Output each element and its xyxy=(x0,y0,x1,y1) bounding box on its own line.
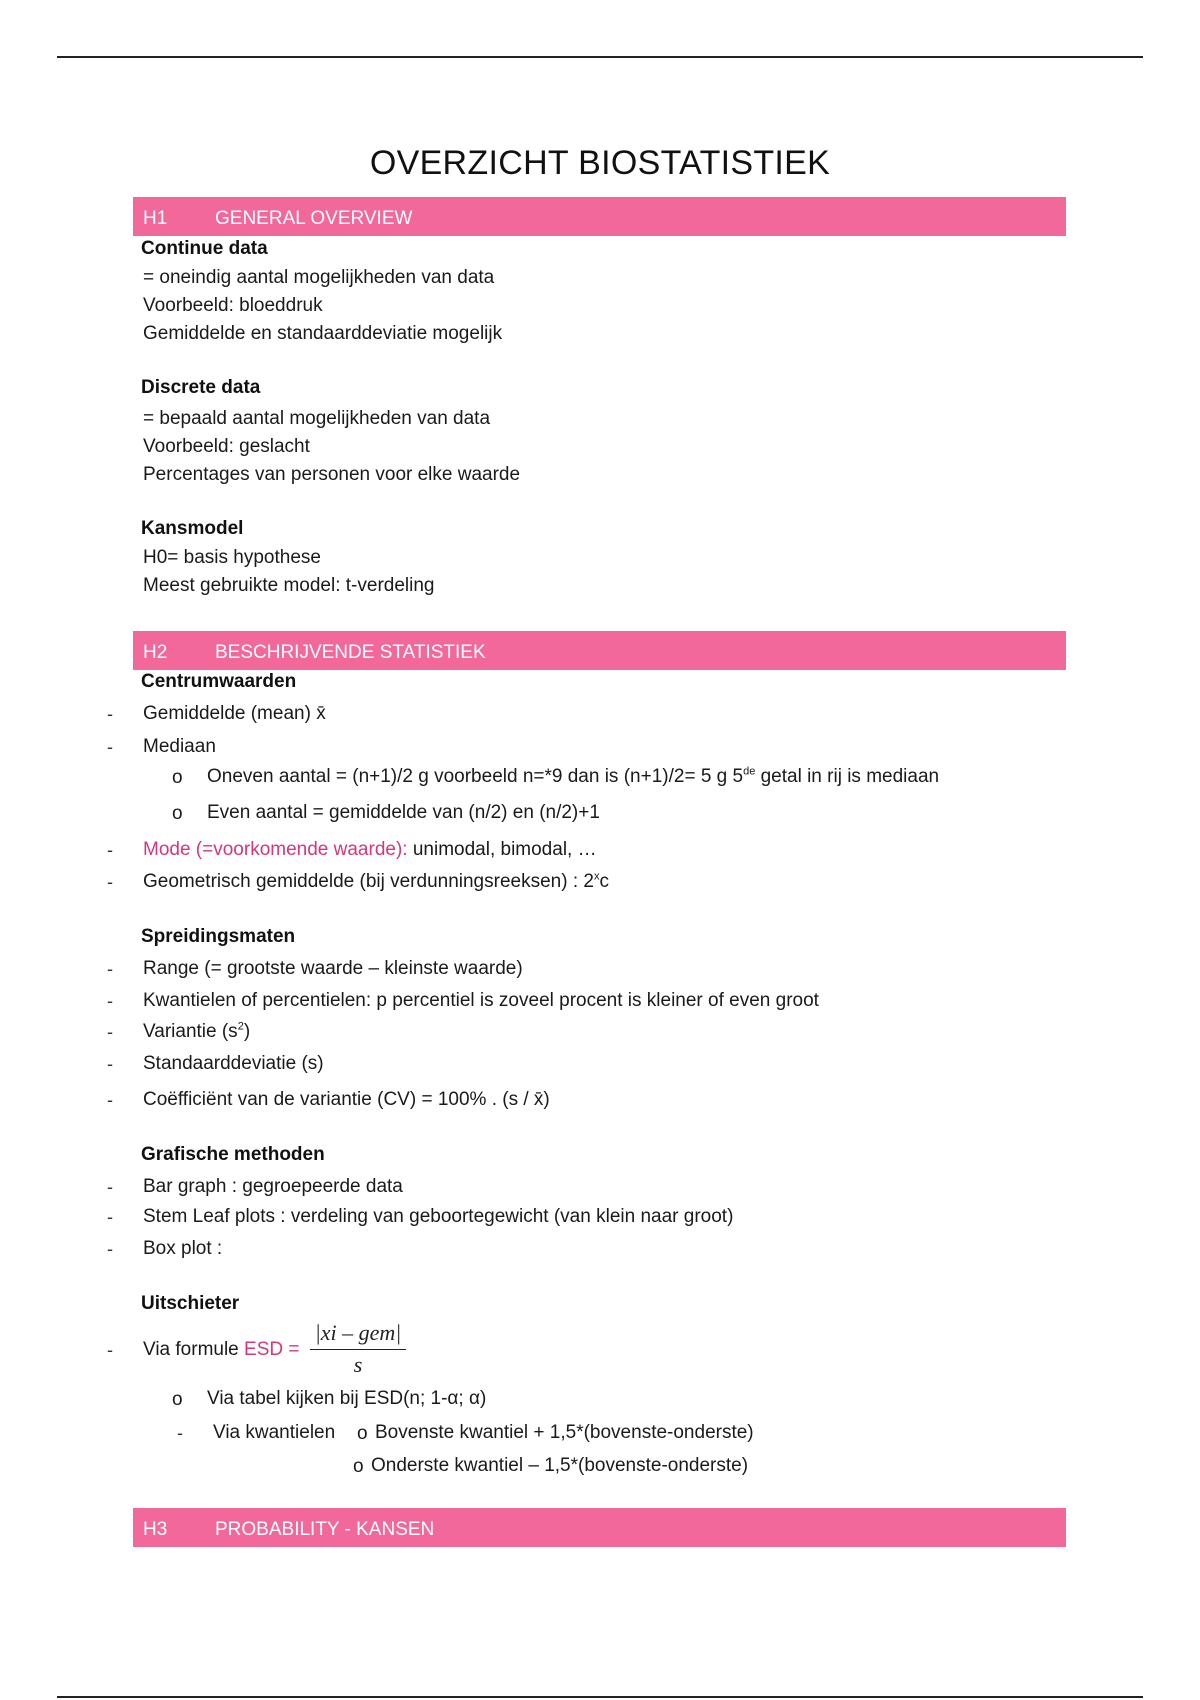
text-line: Meest gebruikte model: t-verdeling xyxy=(143,575,435,596)
fraction-numerator: |xi – gem| xyxy=(310,1320,406,1350)
section-number: H2 xyxy=(143,642,168,663)
list-item-kwantielen-label: Via kwantielen xyxy=(213,1422,336,1443)
bullet-dash: - xyxy=(107,840,113,860)
section-label: BESCHRIJVENDE STATISTIEK xyxy=(215,642,486,663)
bullet-dash: - xyxy=(107,737,113,757)
section-label: GENERAL OVERVIEW xyxy=(215,208,413,229)
text-line: H0= basis hypothese xyxy=(143,547,321,568)
list-item-stem-leaf: Stem Leaf plots : verdeling van geboortegewicht (van klein naar groot) xyxy=(143,1206,734,1227)
bullet-circle: o xyxy=(172,1389,183,1410)
list-item-geometric: Geometrisch gemiddelde (bij verdunningsreeksen) : 2$^x$c xyxy=(143,870,609,892)
text-line: Voorbeeld: bloeddruk xyxy=(143,295,323,316)
list-item-median: Mediaan xyxy=(143,736,216,757)
list-item-bovenste: Bovenste kwantiel + 1,5*(bovenste-onderste) xyxy=(375,1422,754,1443)
bullet-dash: - xyxy=(107,1054,113,1074)
section-number: H3 xyxy=(143,1519,168,1540)
bullet-circle: o xyxy=(172,803,183,824)
list-item-cv: Coëfficiënt van de variantie (CV) = 100% . (s / x̄) xyxy=(143,1089,550,1110)
bullet-dash: - xyxy=(107,1090,113,1110)
bullet-dash: - xyxy=(107,991,113,1011)
list-item-onderste: Onderste kwantiel – 1,5*(bovenste-onderste) xyxy=(371,1455,749,1476)
bullet-dash: - xyxy=(107,1207,113,1227)
text-line: Voorbeeld: geslacht xyxy=(143,436,310,457)
section-band-h2 xyxy=(133,631,1066,670)
list-item-even: Even aantal = gemiddelde van (n/2) en (n/2)+1 xyxy=(207,802,600,823)
fraction-denominator: s xyxy=(353,1352,363,1377)
heading-discrete-data: Discrete data xyxy=(141,377,261,398)
bullet-dash: - xyxy=(177,1423,183,1443)
text-line: Gemiddelde en standaarddeviatie mogelijk xyxy=(143,323,503,344)
list-item-mode: Mode (=voorkomende waarde): unimodal, bimodal, … xyxy=(143,839,597,860)
text-line: = bepaald aantal mogelijkheden van data xyxy=(143,408,491,429)
bullet-dash: - xyxy=(107,872,113,892)
list-item-variantie: Variantie $(s^2)$ xyxy=(143,1020,251,1042)
section-band-h1 xyxy=(133,197,1066,236)
bullet-circle: o xyxy=(353,1456,364,1477)
list-item-bar-graph: Bar graph : gegroepeerde data xyxy=(143,1176,403,1197)
heading-grafische-methoden: Grafische methoden xyxy=(141,1144,325,1165)
list-item-range: Range (= grootste waarde – kleinste waarde) xyxy=(143,958,523,979)
page-title: OVERZICHT BIOSTATISTIEK xyxy=(369,144,831,182)
bullet-dash: - xyxy=(107,1239,113,1259)
footer-rule xyxy=(57,1696,1143,1698)
bullet-dash: - xyxy=(107,704,113,724)
heading-continue-data: Continue data xyxy=(141,238,268,259)
heading-uitschieter: Uitschieter xyxy=(141,1293,240,1314)
header-rule xyxy=(57,56,1143,58)
esd-fraction xyxy=(310,1320,406,1378)
list-item-standaarddeviatie: Standaarddeviatie (s) xyxy=(143,1053,324,1074)
list-item-mean: Gemiddelde (mean) x̄ xyxy=(143,703,326,724)
section-number: H1 xyxy=(143,208,168,229)
list-item-odd: Oneven aantal = (n+1)/2 g voorbeeld n=*9 dan is (n+1)/2= 5 g 5de getal in rij is mediaan xyxy=(207,765,940,787)
section-label: PROBABILITY - KANSEN xyxy=(215,1519,435,1540)
bullet-circle: o xyxy=(172,767,183,788)
esd-label: ESD = xyxy=(244,1339,300,1360)
section-band-h3 xyxy=(133,1508,1066,1547)
list-item-kwantielen: Kwantielen of percentielen: p percentiel is zoveel procent is kleiner of even groot xyxy=(143,990,819,1011)
list-item-tabel: Via tabel kijken bij ESD(n; 1-α; α) xyxy=(207,1388,487,1409)
text-line: Percentages van personen voor elke waarde xyxy=(143,464,521,485)
bullet-dash: - xyxy=(107,1177,113,1197)
bullet-dash: - xyxy=(107,959,113,979)
heading-centrumwaarden: Centrumwaarden xyxy=(141,671,297,692)
mode-label: Mode (=voorkomende waarde): xyxy=(143,839,408,860)
bullet-dash: - xyxy=(107,1022,113,1042)
list-item-box-plot: Box plot : xyxy=(143,1238,223,1259)
heading-spreidingsmaten: Spreidingsmaten xyxy=(141,926,296,947)
bullet-dash: - xyxy=(107,1340,113,1360)
heading-kansmodel: Kansmodel xyxy=(141,518,244,539)
list-item-esd-formula: Via formule ESD = xyxy=(143,1339,300,1360)
bullet-circle: o xyxy=(357,1423,368,1444)
text-line: = oneindig aantal mogelijkheden van data xyxy=(143,267,495,288)
